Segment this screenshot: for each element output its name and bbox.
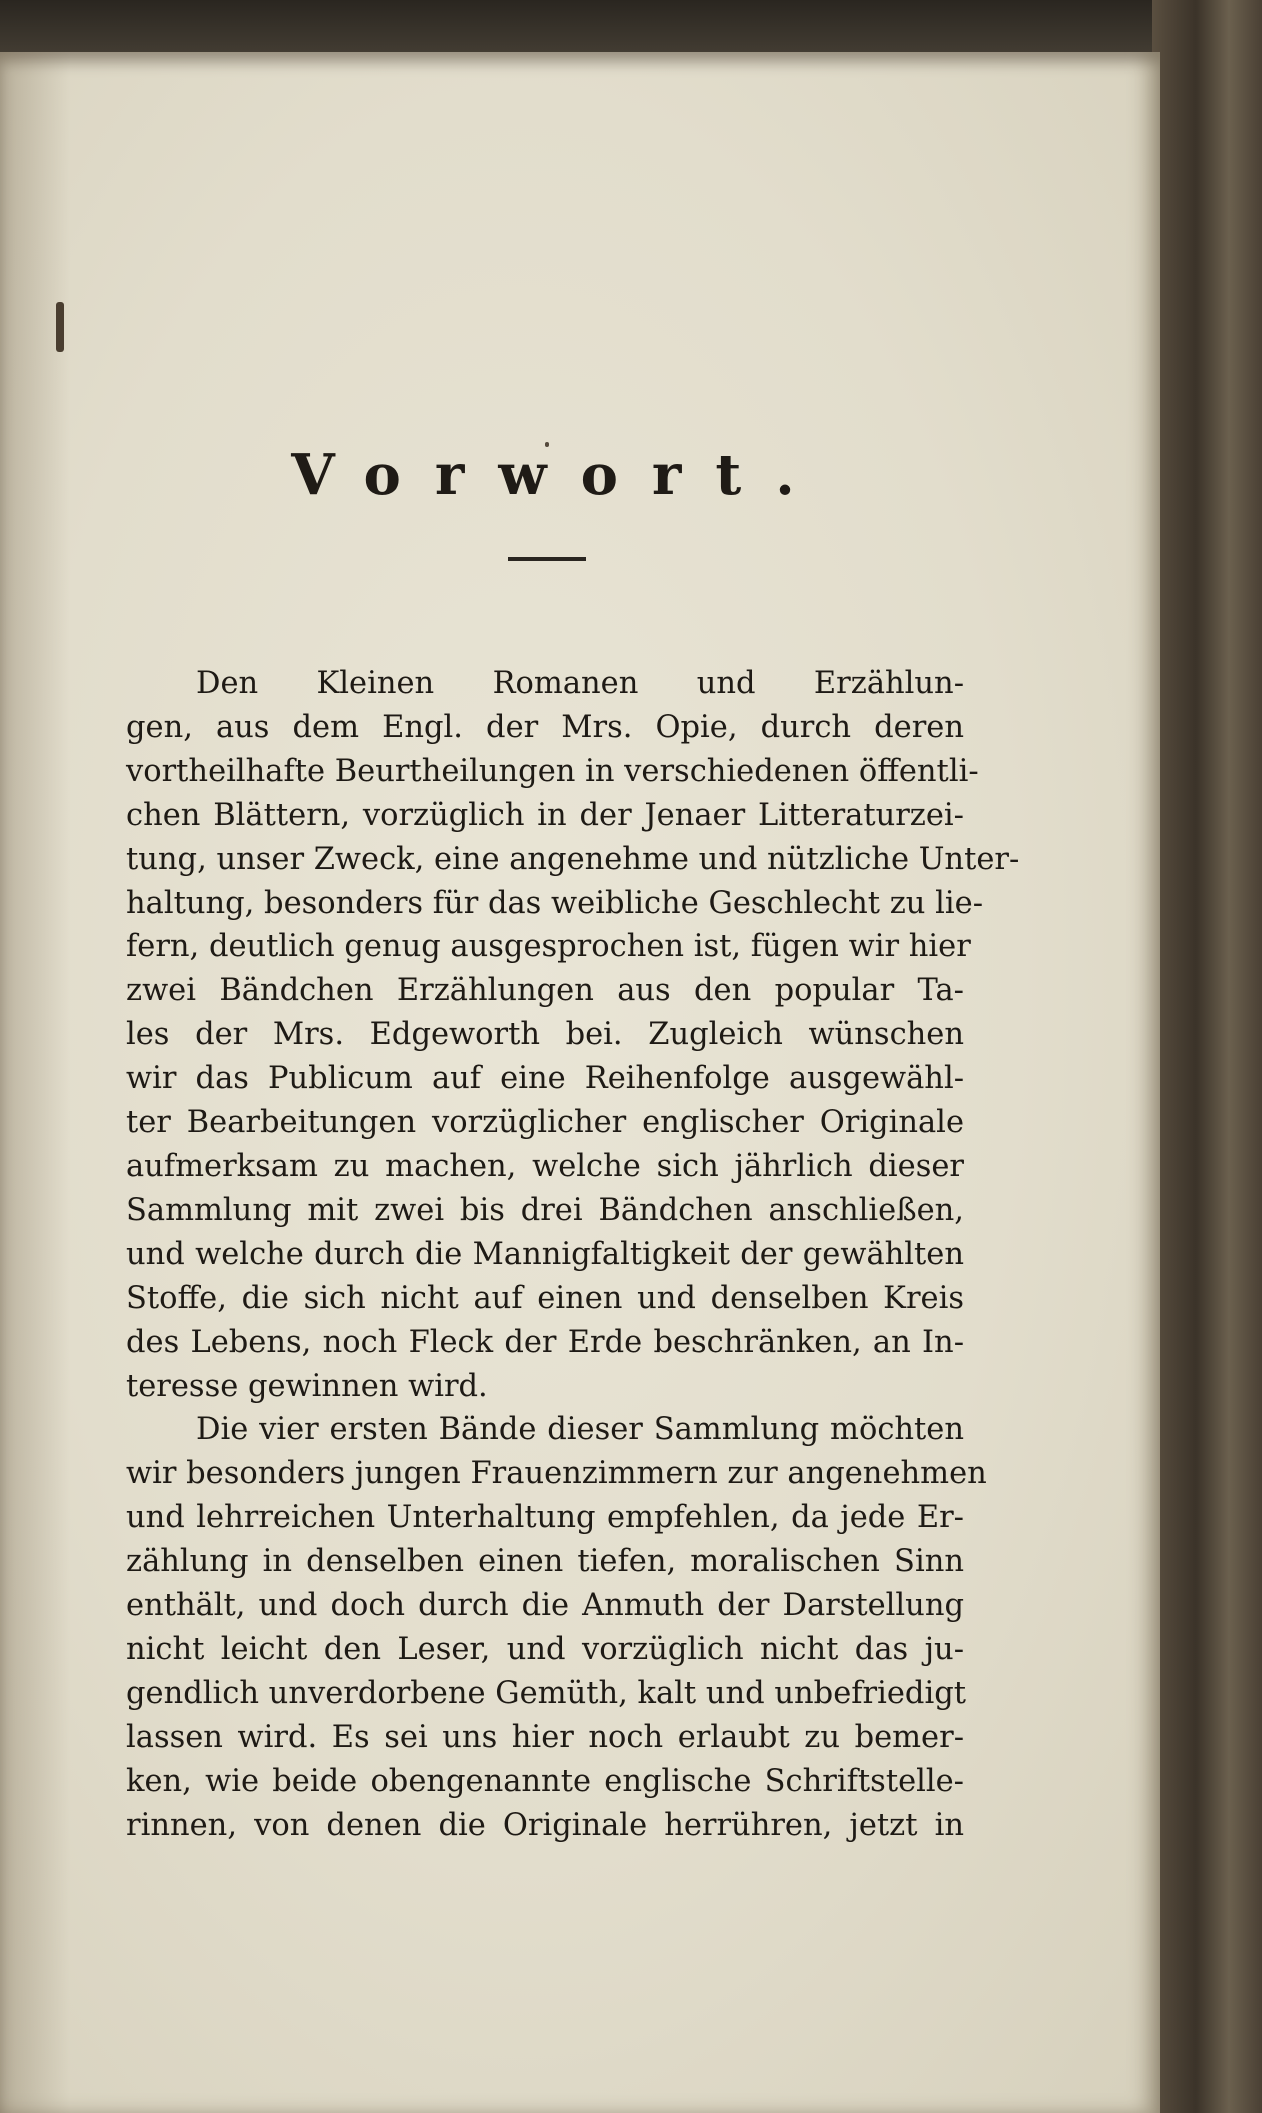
book-cover-edge-right [1152,0,1262,2113]
text-line: chen Blättern, vorzüglich in der Jenaer Litteraturzei- [126,797,964,833]
text-line: Sammlung mit zwei bis drei Bändchen anschließen, [126,1192,964,1228]
text-line: ken, wie beide obengenannte englische Schriftstelle- [126,1763,964,1799]
text-line: teresse gewinnen wird. [126,1368,488,1404]
text-line: fern, deutlich genug ausgesprochen ist, fügen wir hier [126,929,971,965]
text-line: und welche durch die Mannigfaltigkeit der gewählten [126,1236,964,1272]
text-line: und lehrreichen Unterhaltung empfehlen, da jede Er- [126,1500,964,1536]
text-line: aufmerksam zu machen, welche sich jährlich dieser [126,1148,964,1184]
text-line: Den Kleinen Romanen und Erzählun- [196,666,964,701]
text-line: Die vier ersten Bände dieser Sammlung möchten [196,1412,964,1448]
ink-speck [56,302,64,352]
text-line: haltung, besonders für das weibliche Geschlecht zu lie- [126,885,983,921]
text-line: lassen wird. Es sei uns hier noch erlaubt zu bemer- [126,1719,964,1755]
text-line: rinnen, von denen die Originale herrühren, jetzt in [126,1807,964,1843]
text-line: enthält, und doch durch die Anmuth der Darstellung [126,1588,964,1624]
text-line: wir das Publicum auf eine Reihenfolge ausgewähl- [126,1061,964,1097]
book-page [0,52,1160,2113]
text-line: wir besonders jungen Frauenzimmern zur angenehmen [126,1456,987,1492]
text-line: zwei Bändchen Erzählungen aus den popular Ta- [126,973,964,1009]
text-line: Stoffe, die sich nicht auf einen und denselben Kreis [126,1280,964,1316]
heading-rule [508,557,586,561]
text-line: tung, unser Zweck, eine angenehme und nützliche Unter- [126,841,1020,877]
text-line: les der Mrs. Edgeworth bei. Zugleich wünschen [126,1017,964,1053]
text-line: vortheilhafte Beurtheilungen in verschiedenen öffentli- [126,753,979,789]
text-line: gen, aus dem Engl. der Mrs. Opie, durch deren [126,709,964,745]
body-text [126,662,1020,1847]
text-line: zählung in denselben einen tiefen, moralischen Sinn [126,1544,964,1580]
text-line: nicht leicht den Leser, und vorzüglich nicht das ju- [126,1631,964,1667]
page-heading: Vorwort. [291,442,829,508]
page-gutter-shadow [0,52,70,2113]
text-line: ter Bearbeitungen vorzüglicher englischer Originale [126,1105,964,1141]
text-line: des Lebens, noch Fleck der Erde beschränken, an In- [126,1324,964,1360]
text-line: gendlich unverdorbene Gemüth, kalt und unbefriedigt [126,1675,966,1711]
